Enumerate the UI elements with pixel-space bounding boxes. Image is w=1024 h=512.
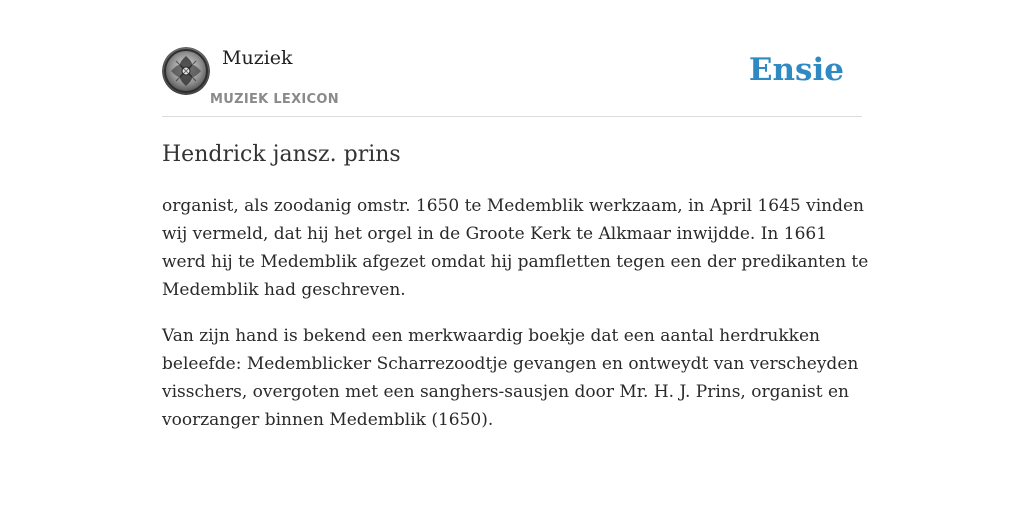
source-logo-icon[interactable]	[162, 47, 210, 95]
article-title: Hendrick jansz. prins	[162, 142, 401, 167]
source-subtitle[interactable]: MUZIEK LEXICON	[210, 92, 339, 107]
brand-logo[interactable]: Ensie	[748, 52, 844, 88]
article-body	[162, 192, 872, 452]
source-header	[162, 40, 862, 117]
article-paragraph: Van zijn hand is bekend een merkwaardig boekje dat een aantal herdrukken beleefde: Medemblicker Scharrezoodtje gevangen en ontweydt van verscheyden visschers, overgoten met een sanghers-sausjen door Mr. H. J. Prins, organist en voorzanger binnen Medemblik (1650).	[162, 326, 859, 430]
source-title[interactable]: Muziek	[222, 47, 293, 69]
article-paragraph: organist, als zoodanig omstr. 1650 te Medemblik werkzaam, in April 1645 vinden wij vermeld, dat hij het orgel in de Groote Kerk te Alkmaar inwijdde. In 1661 werd hij te Medemblik afgezet omdat hij pamfletten tegen een der predikanten te Medemblik had geschreven.	[162, 196, 869, 300]
